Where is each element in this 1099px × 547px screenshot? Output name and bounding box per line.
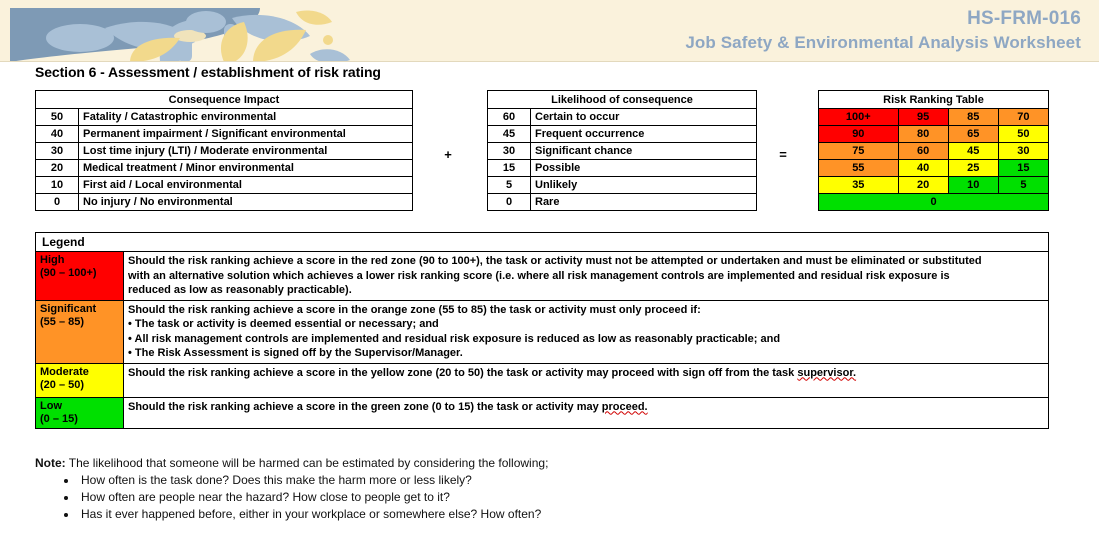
likelihood-score: 0 xyxy=(488,194,531,211)
risk-cell: 100+ xyxy=(819,109,899,126)
page-header-banner xyxy=(0,0,1099,62)
likelihood-score: 30 xyxy=(488,143,531,160)
risk-formula-row xyxy=(35,90,1049,218)
consequence-description: Medical treatment / Minor environmental xyxy=(79,160,413,177)
legend-level-name: Significant xyxy=(40,302,97,315)
table-row xyxy=(36,126,413,143)
legend-line: Should the risk ranking achieve a score in the green zone (0 to 15) the task or activity may xyxy=(128,400,602,413)
legend-title: Legend xyxy=(36,233,1049,252)
risk-cell: 75 xyxy=(819,143,899,160)
legend-description-low xyxy=(124,397,1049,428)
legend-level-range: (55 – 85) xyxy=(40,315,85,328)
risk-cell: 30 xyxy=(998,143,1048,160)
legend-level-range: (90 – 100+) xyxy=(40,267,97,279)
ranking-table-header: Risk Ranking Table xyxy=(819,91,1049,109)
document-title: Job Safety & Environmental Analysis Worksheet xyxy=(685,33,1081,52)
table-row xyxy=(819,143,1049,160)
risk-cell: 15 xyxy=(998,160,1048,177)
legend-line: Should the risk ranking achieve a score in the red zone (90 to 100+), the task or activity must not be attempted or undertaken and must be eliminated or substituted xyxy=(128,255,982,267)
likelihood-description: Frequent occurrence xyxy=(531,126,757,143)
legend-level-low xyxy=(36,397,124,428)
page-title: Section 6 - Assessment / establishment of risk rating xyxy=(35,64,381,80)
legend-level-high xyxy=(36,252,124,301)
consequence-description: Permanent impairment / Significant environmental xyxy=(79,126,413,143)
risk-cell: 85 xyxy=(948,109,998,126)
consequence-description: Lost time injury (LTI) / Moderate environmental xyxy=(79,143,413,160)
header-title-block xyxy=(685,8,1081,54)
list-item: How often is the task done? Does this make the harm more or less likely? xyxy=(81,472,1035,489)
consequence-score: 50 xyxy=(36,109,79,126)
note-block xyxy=(35,455,1035,523)
legend-level-name: Moderate xyxy=(40,365,89,378)
note-lead xyxy=(35,455,1035,472)
likelihood-description: Unlikely xyxy=(531,177,757,194)
likelihood-table xyxy=(487,90,757,211)
table-row xyxy=(36,109,413,126)
table-row xyxy=(488,126,757,143)
likelihood-table-header: Likelihood of consequence xyxy=(488,91,757,109)
risk-cell: 70 xyxy=(998,109,1048,126)
risk-cell: 25 xyxy=(948,160,998,177)
likelihood-score: 60 xyxy=(488,109,531,126)
consequence-description: No injury / No environmental xyxy=(79,194,413,211)
legend-level-name: Low xyxy=(40,399,62,412)
legend-line: • The task or activity is deemed essential or necessary; and xyxy=(128,318,439,330)
note-lead-text: The likelihood that someone will be harmed can be estimated by considering the following; xyxy=(65,456,549,470)
risk-cell-zero: 0 xyxy=(819,194,1049,211)
risk-cell: 40 xyxy=(898,160,948,177)
consequence-score: 30 xyxy=(36,143,79,160)
note-bullet-list xyxy=(35,472,1035,523)
legend-level-moderate xyxy=(36,363,124,397)
table-row xyxy=(36,194,413,211)
risk-cell: 10 xyxy=(948,177,998,194)
table-row xyxy=(488,194,757,211)
table-row xyxy=(819,160,1049,177)
table-row xyxy=(819,109,1049,126)
document-code: HS-FRM-016 xyxy=(967,8,1081,29)
legend-line: Should the risk ranking achieve a score in the yellow zone (20 to 50) the task or activity may proceed with sign off from the task xyxy=(128,366,798,379)
note-label: Note: xyxy=(35,456,66,470)
likelihood-score: 45 xyxy=(488,126,531,143)
table-row xyxy=(36,160,413,177)
likelihood-description: Rare xyxy=(531,194,757,211)
legend-line: reduced as low as reasonably practicable). xyxy=(128,284,352,296)
table-row xyxy=(819,194,1049,211)
table-row xyxy=(36,143,413,160)
table-row xyxy=(488,177,757,194)
legend-line: • The Risk Assessment is signed off by the Supervisor/Manager. xyxy=(128,347,463,359)
legend-line: with an alternative solution which achieves a lower risk ranking score (i.e. where all risk management controls are implemented and residual risk exposure is xyxy=(128,269,950,282)
equals-operator: = xyxy=(779,146,787,162)
risk-cell: 80 xyxy=(898,126,948,143)
legend-row-moderate xyxy=(36,363,1049,397)
list-item: Has it ever happened before, either in your workplace or somewhere else? How often? xyxy=(81,506,1035,523)
likelihood-description: Certain to occur xyxy=(531,109,757,126)
legend-description-moderate xyxy=(124,363,1049,397)
risk-cell: 45 xyxy=(948,143,998,160)
risk-cell: 90 xyxy=(819,126,899,143)
consequence-description: Fatality / Catastrophic environmental xyxy=(79,109,413,126)
plus-operator: + xyxy=(444,146,452,162)
risk-cell: 95 xyxy=(898,109,948,126)
consequence-impact-table xyxy=(35,90,413,211)
likelihood-score: 5 xyxy=(488,177,531,194)
consequence-score: 20 xyxy=(36,160,79,177)
legend-level-significant xyxy=(36,300,124,363)
likelihood-score: 15 xyxy=(488,160,531,177)
risk-cell: 50 xyxy=(998,126,1048,143)
risk-cell: 5 xyxy=(998,177,1048,194)
table-row xyxy=(488,109,757,126)
consequence-score: 40 xyxy=(36,126,79,143)
list-item: How often are people near the hazard? How close to people get to it? xyxy=(81,489,1035,506)
misspelled-word: supervisor. xyxy=(797,366,857,379)
likelihood-description: Possible xyxy=(531,160,757,177)
legend-line: Should the risk ranking achieve a score in the orange zone (55 to 85) the task or activity must only proceed if: xyxy=(128,303,701,316)
table-row xyxy=(36,177,413,194)
legend-table xyxy=(35,232,1049,429)
consequence-score: 10 xyxy=(36,177,79,194)
legend-row-low xyxy=(36,397,1049,428)
legend-level-name: High xyxy=(40,254,65,266)
risk-cell: 20 xyxy=(898,177,948,194)
consequence-description: First aid / Local environmental xyxy=(79,177,413,194)
consequence-score: 0 xyxy=(36,194,79,211)
likelihood-description: Significant chance xyxy=(531,143,757,160)
risk-cell: 55 xyxy=(819,160,899,177)
header-divider xyxy=(0,61,1099,62)
legend-row-high xyxy=(36,252,1049,301)
legend-line: • All risk management controls are implemented and residual risk exposure is reduced as low as reasonably practicable; and xyxy=(128,332,781,345)
table-row xyxy=(819,177,1049,194)
table-row xyxy=(819,126,1049,143)
risk-ranking-table xyxy=(818,90,1049,211)
misspelled-word: proceed. xyxy=(601,400,648,413)
risk-cell: 60 xyxy=(898,143,948,160)
consequence-table-header: Consequence Impact xyxy=(36,91,413,109)
table-row xyxy=(488,143,757,160)
table-row xyxy=(488,160,757,177)
legend-description-high xyxy=(124,252,1049,301)
legend-level-range: (20 – 50) xyxy=(40,378,85,391)
legend-level-range: (0 – 15) xyxy=(40,412,78,425)
legend-description-significant xyxy=(124,300,1049,363)
risk-cell: 35 xyxy=(819,177,899,194)
risk-cell: 65 xyxy=(948,126,998,143)
legend-row-significant xyxy=(36,300,1049,363)
plant-leaves-logo xyxy=(10,8,450,62)
